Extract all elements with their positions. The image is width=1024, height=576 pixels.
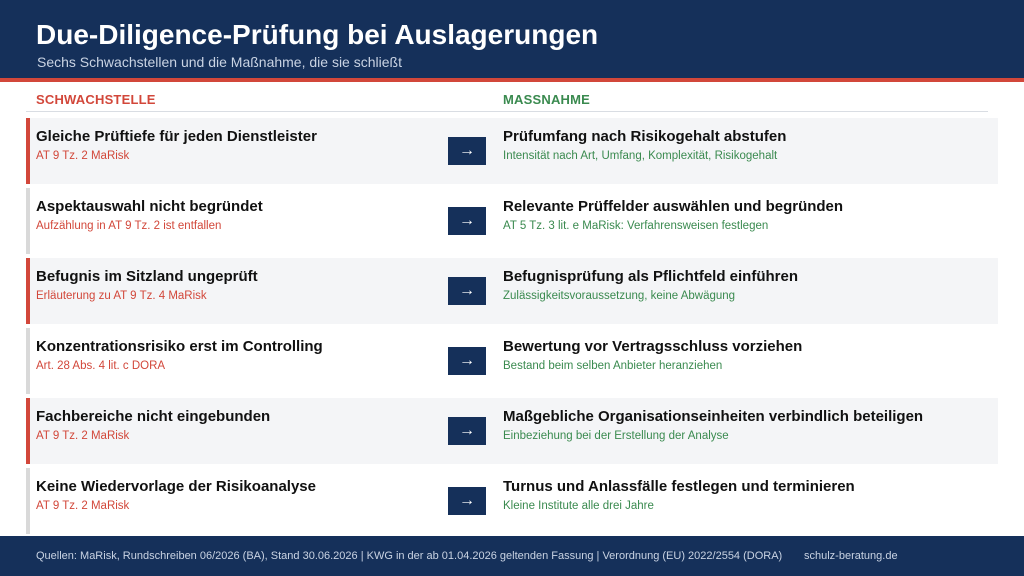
footer-website: schulz-beratung.de	[804, 550, 898, 562]
measure-title: Turnus und Anlassfälle festlegen und terminieren	[503, 478, 855, 495]
arrow-right-icon: →	[448, 347, 486, 375]
weakness-title: Gleiche Prüftiefe für jeden Dienstleister	[36, 128, 317, 145]
weakness-title: Befugnis im Sitzland ungeprüft	[36, 268, 258, 285]
measure-note: Einbeziehung bei der Erstellung der Analyse	[503, 430, 729, 442]
list-item	[26, 258, 998, 324]
arrow-right-icon: →	[448, 207, 486, 235]
weakness-reference: Aufzählung in AT 9 Tz. 2 ist entfallen	[36, 220, 222, 232]
measure-title: Relevante Prüffelder auswählen und begründen	[503, 198, 844, 215]
column-header-measure: MASSNAHME	[503, 92, 591, 107]
arrow-right-icon: →	[448, 277, 486, 305]
list-item	[26, 398, 998, 464]
list-item	[26, 468, 998, 534]
arrow-right-icon: →	[448, 137, 486, 165]
page-title: Due-Diligence-Prüfung bei Auslagerungen	[36, 19, 599, 50]
weakness-reference: Art. 28 Abs. 4 lit. c DORA	[36, 360, 166, 372]
list-item	[26, 328, 998, 394]
weakness-reference: Erläuterung zu AT 9 Tz. 4 MaRisk	[36, 290, 207, 302]
column-divider	[26, 111, 988, 112]
arrow-right-icon: →	[448, 487, 486, 515]
weakness-title: Keine Wiedervorlage der Risikoanalyse	[36, 478, 316, 495]
page-subtitle: Sechs Schwachstellen und die Maßnahme, die sie schließt	[37, 54, 402, 70]
measure-title: Befugnisprüfung als Pflichtfeld einführen	[503, 268, 799, 285]
comparison-list	[26, 118, 998, 538]
weakness-reference: AT 9 Tz. 2 MaRisk	[36, 150, 130, 162]
measure-note: AT 5 Tz. 3 lit. e MaRisk: Verfahrensweisen festlegen	[503, 220, 769, 232]
arrow-right-icon: →	[448, 417, 486, 445]
measure-note: Intensität nach Art, Umfang, Komplexität, Risikogehalt	[503, 150, 778, 162]
list-item	[26, 118, 998, 184]
measure-title: Bewertung vor Vertragsschluss vorziehen	[503, 338, 803, 355]
header-bar	[0, 0, 1024, 78]
header-accent-line	[0, 78, 1024, 82]
list-item	[26, 188, 998, 254]
weakness-title: Konzentrationsrisiko erst im Controlling	[36, 338, 323, 355]
measure-title: Maßgebliche Organisationseinheiten verbindlich beteiligen	[503, 408, 924, 425]
weakness-title: Aspektauswahl nicht begründet	[36, 198, 263, 215]
weakness-reference: AT 9 Tz. 2 MaRisk	[36, 430, 130, 442]
measure-note: Bestand beim selben Anbieter heranziehen	[503, 360, 723, 372]
measure-title: Prüfumfang nach Risikogehalt abstufen	[503, 128, 787, 145]
measure-note: Zulässigkeitsvoraussetzung, keine Abwägung	[503, 290, 736, 302]
footer-sources: Quellen: MaRisk, Rundschreiben 06/2026 (BA), Stand 30.06.2026 | KWG in der ab 01.04.2026 geltenden Fassung | Verordnung (EU) 2022/2554 (DORA)	[36, 550, 783, 562]
measure-note: Kleine Institute alle drei Jahre	[503, 500, 654, 512]
weakness-reference: AT 9 Tz. 2 MaRisk	[36, 500, 130, 512]
column-header-weakness: SCHWACHSTELLE	[36, 92, 156, 107]
weakness-title: Fachbereiche nicht eingebunden	[36, 408, 271, 425]
footer-bar	[0, 536, 1024, 576]
